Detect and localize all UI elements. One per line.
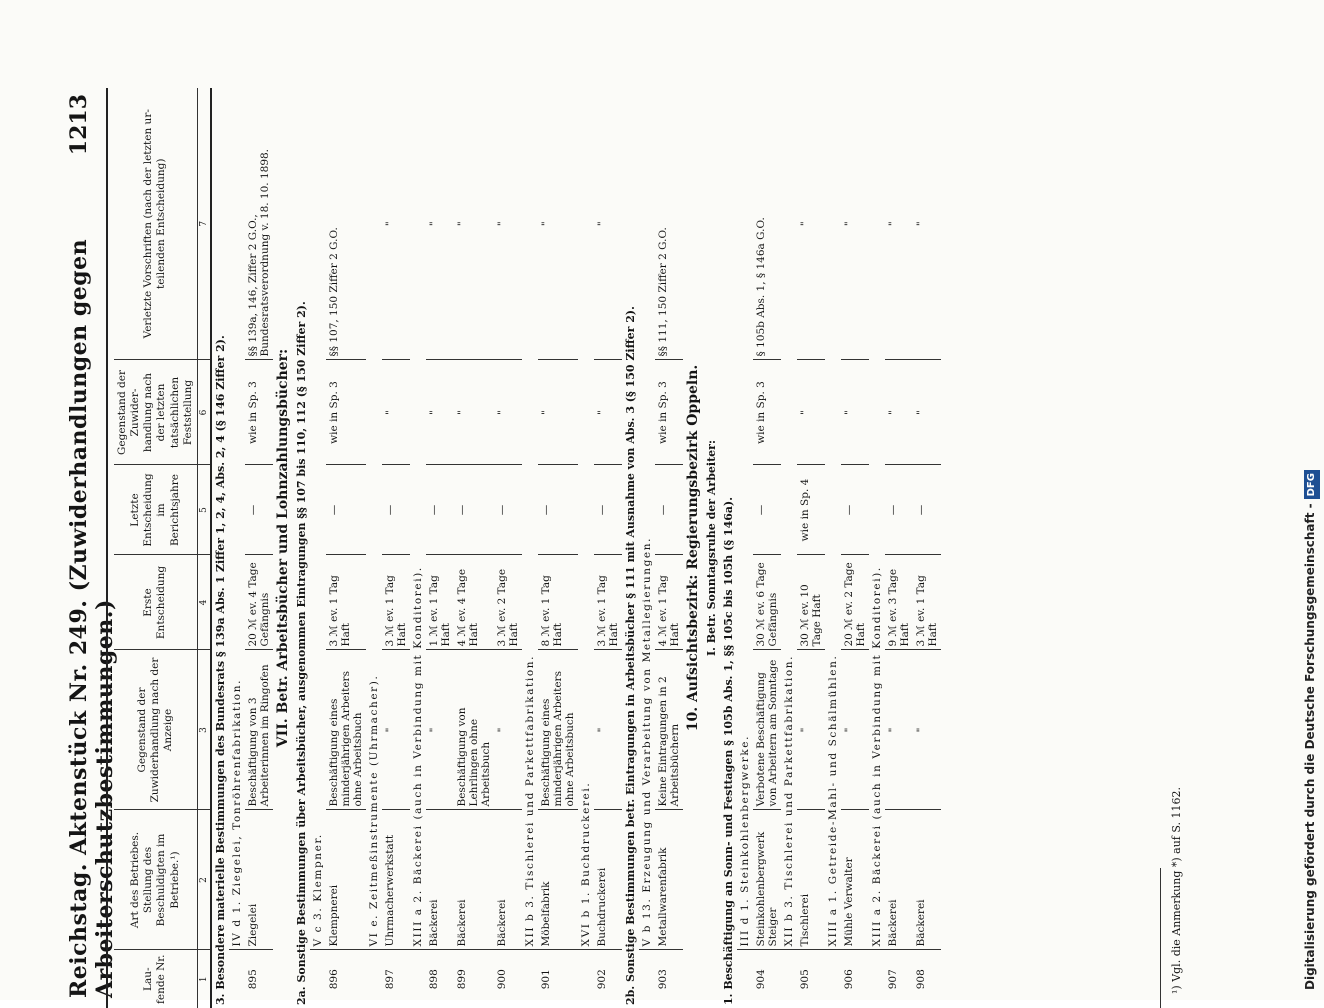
col-number: 5 xyxy=(197,465,211,555)
cell-vorschriften: " xyxy=(454,88,494,360)
cell-letzte: — xyxy=(841,465,869,555)
cell-betrieb: Uhrmacherwerkstatt xyxy=(382,810,410,950)
table-row xyxy=(797,88,825,1008)
category-label: VI e. Zeitmeßinstrumente (Uhrmacher). xyxy=(366,88,382,950)
cell-vorschriften: " xyxy=(797,88,825,360)
col-number: 3 xyxy=(197,650,211,810)
cell-feststellung: wie in Sp. 3 xyxy=(326,360,366,465)
row-number: 901 xyxy=(539,969,552,990)
cell-erste: 30 ℳ ev. 10 Tage Haft xyxy=(797,555,825,650)
district-heading: 10. Aufsichtsbezirk: Regierungsbezirk Oppeln. xyxy=(684,364,701,732)
table-header-row xyxy=(114,88,197,1008)
category-label: XIII a 1. Getreide-Mahl- und Schälmühlen. xyxy=(825,88,841,950)
category-label: IV d 1. Ziegelei, Tonröhrenfabrikation. xyxy=(229,88,245,950)
section-heading: 2a. Sonstige Bestimmungen über Arbeitsbücher, ausgenommen Eintragungen §§ 107 bis 110, 112 (§ 150 Ziffer 2). xyxy=(294,301,308,1005)
table-row xyxy=(753,88,781,1008)
category-label: XII b 3. Tischlerei und Parkettfabrikation. xyxy=(781,88,797,950)
cell-letzte: — xyxy=(426,465,454,555)
cell-betrieb: Bäckerei xyxy=(913,810,941,950)
col-number: 4 xyxy=(197,555,211,650)
cell-erste: 3 ℳ ev. 1 Tag Haft xyxy=(913,555,941,650)
table-row xyxy=(245,88,273,1008)
col-header-erste: Erste Entscheidung xyxy=(114,555,197,650)
cell-erste: 8 ℳ ev. 1 Tag Haft xyxy=(538,555,578,650)
row-number: 907 xyxy=(886,969,899,990)
cell-feststellung: " xyxy=(382,360,410,465)
footnote: ¹) Vgl. die Anmerkung *) auf S. 1162. xyxy=(1170,787,1183,994)
cell-letzte: — xyxy=(885,465,913,555)
cell-gegenstand: Beschäftigung von Lehrlingen ohne Arbeitsbuch xyxy=(454,650,494,810)
cell-gegenstand: " xyxy=(382,650,410,810)
col-header-feststellung: Gegenstand der Zuwider-handlung nach der letzten tatsächlichen Feststellung xyxy=(114,360,197,465)
section-heading: I. Betr. Sonntagsruhe der Arbeiter: xyxy=(704,439,718,657)
col-header-betrieb: Art des Betriebes. Stellung des Beschuldigten im Betriebe.¹) xyxy=(114,810,197,950)
cell-letzte: — xyxy=(913,465,941,555)
category-label: III d 1. Steinkohlenbergwerke. xyxy=(737,88,753,950)
row-number: 904 xyxy=(754,969,767,990)
cell-erste: 20 ℳ ev. 2 Tage Haft xyxy=(841,555,869,650)
section-heading: 2b. Sonstige Bestimmungen betr. Eintragungen in Arbeitsbücher § 111 mit Ausnahme von Abs. 3 (§ 150 Ziffer 2). xyxy=(623,306,637,1005)
col-header-vorschriften: Verletzte Vorschriften (nach der letzten ur-teilenden Entscheidung) xyxy=(114,88,197,360)
cell-gegenstand: " xyxy=(841,650,869,810)
cell-erste: 9 ℳ ev. 3 Tage Haft xyxy=(885,555,913,650)
cell-gegenstand: Beschäftigung eines minderjährigen Arbeiters ohne Arbeitsbuch xyxy=(326,650,366,810)
running-title: Reichstag. Aktenstück Nr. 249. (Zuwiderhandlungen gegen Arbeiterschutzbestimmungen.) xyxy=(66,238,118,998)
cell-gegenstand: " xyxy=(594,650,622,810)
table-row xyxy=(885,88,913,1008)
violations-table xyxy=(114,88,941,1008)
cell-letzte: — xyxy=(538,465,578,555)
cell-gegenstand: Keine Eintragungen in 2 Arbeitsbüchern xyxy=(655,650,683,810)
category-label: XIII a 2. Bäckerei (auch in Verbindung mit Konditorei). xyxy=(410,88,426,950)
cell-letzte: — xyxy=(454,465,494,555)
cell-gegenstand: " xyxy=(913,650,941,810)
table-row xyxy=(538,88,578,1008)
cell-vorschriften: § 105b Abs. 1, § 146a G.O. xyxy=(753,88,781,360)
digitization-credit xyxy=(1297,10,1323,990)
table-row xyxy=(594,88,622,1008)
section-heading: 3. Besondere materielle Bestimmungen des Bundesrats § 139a Abs. 1 Ziffer 1, 2, 4, Abs. 2, 4 (§ 146 Ziffer 2). xyxy=(213,335,227,1005)
cell-letzte: — xyxy=(382,465,410,555)
cell-betrieb: Bäckerei xyxy=(885,810,913,950)
table-row xyxy=(382,88,410,1008)
row-number: 900 xyxy=(495,969,508,990)
category-label: XVI b 1. Buchdruckerei. xyxy=(578,88,594,950)
cell-letzte: — xyxy=(594,465,622,555)
cell-erste: 1 ℳ ev. 1 Tag Haft xyxy=(426,555,454,650)
cell-betrieb: Mühle Verwalter xyxy=(841,810,869,950)
cell-betrieb: Buchdruckerei xyxy=(594,810,622,950)
row-number: 895 xyxy=(246,969,259,990)
row-number: 902 xyxy=(595,969,608,990)
table-row xyxy=(426,88,454,1008)
cell-erste: 4 ℳ ev. 1 Tag Haft xyxy=(655,555,683,650)
cell-erste: 3 ℳ ev. 1 Tag Haft xyxy=(326,555,366,650)
cell-betrieb: Klempnerei xyxy=(326,810,366,950)
cell-feststellung: " xyxy=(426,360,454,465)
cell-vorschriften: " xyxy=(913,88,941,360)
rotated-document-page xyxy=(62,88,1237,1008)
cell-betrieb: Bäckerei xyxy=(494,810,522,950)
cell-vorschriften: " xyxy=(538,88,578,360)
cell-erste: 20 ℳ ev. 4 Tage Gefängnis xyxy=(245,555,273,650)
table-row xyxy=(913,88,941,1008)
row-number: 899 xyxy=(455,969,468,990)
cell-feststellung: wie in Sp. 3 xyxy=(655,360,683,465)
page-number: 1213 xyxy=(66,94,92,156)
cell-erste: 3 ℳ ev. 2 Tage Haft xyxy=(494,555,522,650)
cell-letzte: — xyxy=(753,465,781,555)
category-label: V b 13. Erzeugung und Verarbeitung von Metallegierungen. xyxy=(639,88,655,950)
cell-erste: 3 ℳ ev. 1 Tag Haft xyxy=(382,555,410,650)
category-label: XIII a 2. Bäckerei (auch in Verbindung mit Konditorei). xyxy=(869,88,885,950)
dfg-logo: DFG xyxy=(1304,470,1320,499)
cell-vorschriften: " xyxy=(426,88,454,360)
credit-text: Digitalisierung gefördert durch die Deutsche Forschungsgemeinschaft - xyxy=(1303,503,1317,990)
table-row xyxy=(655,88,683,1008)
col-header-gegenstand: Gegenstand der Zuwiderhandlung nach der Anzeige xyxy=(114,650,197,810)
col-header-letzte: Letzte Entscheidung im Berichtsjahre xyxy=(114,465,197,555)
row-number: 898 xyxy=(427,969,440,990)
cell-letzte: — xyxy=(326,465,366,555)
section-heading: VII. Betr. Arbeitsbücher und Lohnzahlungsbücher: xyxy=(274,348,291,748)
cell-betrieb: Metallwarenfabrik xyxy=(655,810,683,950)
cell-vorschriften: " xyxy=(494,88,522,360)
cell-gegenstand: Verbotene Beschäftigung von Arbeitern am Sonntage xyxy=(753,650,781,810)
cell-betrieb: Ziegelei xyxy=(245,810,273,950)
col-number: 2 xyxy=(197,810,211,950)
cell-vorschriften: §§ 107, 150 Ziffer 2 G.O. xyxy=(326,88,366,360)
category-label: V c 3. Klempner. xyxy=(310,88,326,950)
cell-erste: 4 ℳ ev. 4 Tage Haft xyxy=(454,555,494,650)
cell-feststellung: " xyxy=(913,360,941,465)
table-row xyxy=(841,88,869,1008)
row-number: 896 xyxy=(327,969,340,990)
table-row xyxy=(454,88,494,1008)
cell-betrieb: Bäckerei xyxy=(454,810,494,950)
cell-feststellung: wie in Sp. 3 xyxy=(245,360,273,465)
cell-feststellung: " xyxy=(538,360,578,465)
cell-betrieb: Möbelfabrik xyxy=(538,810,578,950)
category-label: XII b 3. Tischlerei und Parkettfabrikation. xyxy=(522,88,538,950)
cell-feststellung: " xyxy=(454,360,494,465)
cell-gegenstand: " xyxy=(797,650,825,810)
row-number: 905 xyxy=(798,969,811,990)
header-rule xyxy=(106,88,108,1008)
cell-letzte: — xyxy=(245,465,273,555)
cell-letzte: — xyxy=(494,465,522,555)
cell-erste: 3 ℳ ev. 1 Tag Haft xyxy=(594,555,622,650)
cell-vorschriften: " xyxy=(885,88,913,360)
cell-feststellung: " xyxy=(594,360,622,465)
row-number: 908 xyxy=(914,969,927,990)
cell-letzte: wie in Sp. 4 xyxy=(797,465,825,555)
cell-vorschriften: " xyxy=(382,88,410,360)
cell-erste: 30 ℳ ev. 6 Tage Gefängnis xyxy=(753,555,781,650)
cell-gegenstand: Beschäftigung eines minderjährigen Arbeiters ohne Arbeitsbuch xyxy=(538,650,578,810)
cell-feststellung: wie in Sp. 3 xyxy=(753,360,781,465)
cell-betrieb: Bäckerei xyxy=(426,810,454,950)
col-number: 6 xyxy=(197,360,211,465)
col-number: 7 xyxy=(197,88,211,360)
table-row xyxy=(326,88,366,1008)
cell-vorschriften: §§ 111, 150 Ziffer 2 G.O. xyxy=(655,88,683,360)
cell-betrieb: Tischlerei xyxy=(797,810,825,950)
cell-feststellung: " xyxy=(494,360,522,465)
cell-betrieb: Steinkohlenbergwerk Steiger xyxy=(753,810,781,950)
cell-vorschriften: " xyxy=(594,88,622,360)
col-header-nr: Lau-fende Nr. xyxy=(114,950,197,1008)
row-number: 903 xyxy=(656,969,669,990)
cell-feststellung: " xyxy=(841,360,869,465)
row-number: 897 xyxy=(383,969,396,990)
cell-gegenstand: " xyxy=(494,650,522,810)
cell-vorschriften: " xyxy=(841,88,869,360)
table-row xyxy=(494,88,522,1008)
cell-vorschriften: §§ 139a, 146, Ziffer 2 G.O., Bundesratsverordnung v. 18. 10. 1898. xyxy=(245,88,273,360)
cell-gegenstand: " xyxy=(426,650,454,810)
col-number: 1 xyxy=(197,950,211,1008)
column-number-row xyxy=(197,88,211,1008)
footnote-rule xyxy=(1160,868,1161,1008)
page-header xyxy=(62,88,118,1008)
cell-gegenstand: " xyxy=(885,650,913,810)
section-heading: 1. Beschäftigung an Sonn- und Festtagen § 105b Abs. 1, §§ 105c bis 105h (§ 146a). xyxy=(721,496,735,1005)
cell-feststellung: " xyxy=(885,360,913,465)
cell-gegenstand: Beschäftigung von 3 Arbeiterinnen im Ringofen xyxy=(245,650,273,810)
cell-feststellung: " xyxy=(797,360,825,465)
cell-letzte: — xyxy=(655,465,683,555)
row-number: 906 xyxy=(842,969,855,990)
